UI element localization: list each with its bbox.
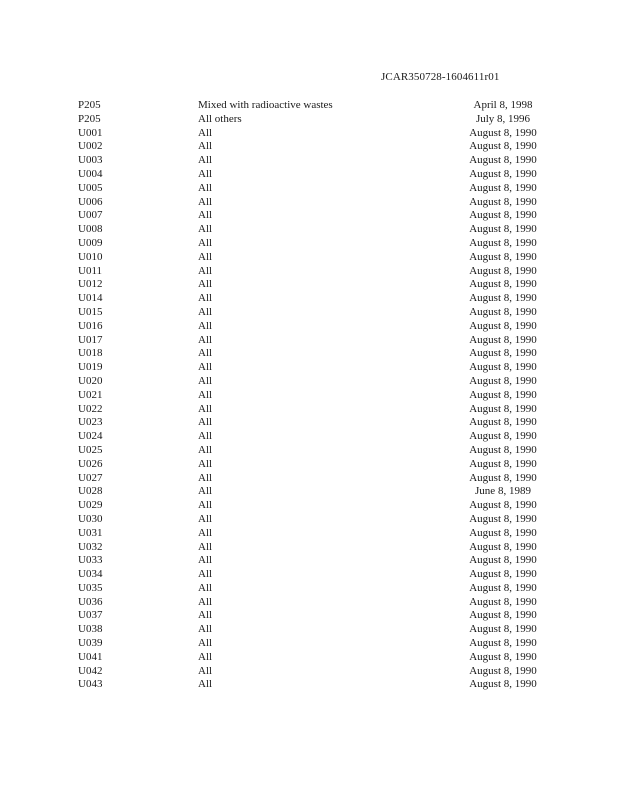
table-row xyxy=(0,541,621,555)
table-row xyxy=(0,154,621,168)
table-row xyxy=(0,334,621,348)
effective-date: August 8, 1990 xyxy=(469,347,537,360)
table-row xyxy=(0,485,621,499)
waste-description: All xyxy=(198,388,213,401)
table-row xyxy=(0,99,621,113)
effective-date: August 8, 1990 xyxy=(469,568,537,581)
waste-code: U008 xyxy=(78,223,103,236)
waste-code: U012 xyxy=(78,278,103,291)
waste-description: All xyxy=(198,512,213,525)
waste-description: All xyxy=(198,609,213,622)
waste-code: U016 xyxy=(78,319,103,332)
waste-description: All others xyxy=(198,112,242,125)
effective-date: August 8, 1990 xyxy=(469,609,537,622)
waste-description: All xyxy=(198,554,213,567)
effective-date: August 8, 1990 xyxy=(469,650,537,663)
waste-code: U019 xyxy=(78,361,103,374)
waste-code: U014 xyxy=(78,292,103,305)
waste-code: U017 xyxy=(78,333,103,346)
waste-description: All xyxy=(198,361,213,374)
effective-date: August 8, 1990 xyxy=(469,223,537,236)
table-row xyxy=(0,513,621,527)
waste-description: All xyxy=(198,540,213,553)
effective-date: August 8, 1990 xyxy=(469,664,537,677)
effective-date: August 8, 1990 xyxy=(469,305,537,318)
waste-code: U041 xyxy=(78,650,103,663)
waste-description: All xyxy=(198,333,213,346)
table-row xyxy=(0,182,621,196)
effective-date: August 8, 1990 xyxy=(469,126,537,139)
table-row xyxy=(0,499,621,513)
waste-code: U022 xyxy=(78,402,103,415)
table-row xyxy=(0,292,621,306)
effective-date: August 8, 1990 xyxy=(469,526,537,539)
waste-description: All xyxy=(198,154,213,167)
waste-description: All xyxy=(198,457,213,470)
waste-code: U011 xyxy=(78,264,103,277)
waste-description: All xyxy=(198,347,213,360)
waste-code: U043 xyxy=(78,678,103,691)
effective-date: August 8, 1990 xyxy=(469,499,537,512)
table-row xyxy=(0,265,621,279)
waste-code: U024 xyxy=(78,430,103,443)
effective-date: August 8, 1990 xyxy=(469,430,537,443)
effective-date: August 8, 1990 xyxy=(469,181,537,194)
table-row xyxy=(0,637,621,651)
effective-date: August 8, 1990 xyxy=(469,678,537,691)
waste-description: All xyxy=(198,250,213,263)
waste-description: All xyxy=(198,140,213,153)
waste-description: All xyxy=(198,581,213,594)
waste-code: U007 xyxy=(78,209,103,222)
waste-code: U001 xyxy=(78,126,103,139)
table-row xyxy=(0,554,621,568)
waste-description: All xyxy=(198,568,213,581)
effective-date: August 8, 1990 xyxy=(469,471,537,484)
table-row xyxy=(0,527,621,541)
table-row xyxy=(0,596,621,610)
effective-date: August 8, 1990 xyxy=(469,236,537,249)
waste-code: U026 xyxy=(78,457,103,470)
effective-date: August 8, 1990 xyxy=(469,595,537,608)
effective-date: August 8, 1990 xyxy=(469,167,537,180)
waste-code: U004 xyxy=(78,167,103,180)
waste-description: All xyxy=(198,485,213,498)
effective-date: August 8, 1990 xyxy=(469,581,537,594)
table-row xyxy=(0,375,621,389)
table-row xyxy=(0,416,621,430)
table-row xyxy=(0,623,621,637)
effective-date: August 8, 1990 xyxy=(469,637,537,650)
waste-description: All xyxy=(198,264,213,277)
effective-date: August 8, 1990 xyxy=(469,512,537,525)
waste-code: U033 xyxy=(78,554,103,567)
waste-code: U023 xyxy=(78,416,103,429)
waste-description: Mixed with radioactive wastes xyxy=(198,99,333,111)
table-row xyxy=(0,320,621,334)
waste-code: U028 xyxy=(78,485,103,498)
waste-code: U003 xyxy=(78,154,103,167)
effective-date: August 8, 1990 xyxy=(469,457,537,470)
waste-code: U031 xyxy=(78,526,103,539)
waste-code: U036 xyxy=(78,595,103,608)
waste-description: All xyxy=(198,416,213,429)
waste-description: All xyxy=(198,223,213,236)
effective-date: August 8, 1990 xyxy=(469,374,537,387)
effective-date: August 8, 1990 xyxy=(469,264,537,277)
waste-code: U002 xyxy=(78,140,103,153)
waste-code: U010 xyxy=(78,250,103,263)
waste-description: All xyxy=(198,374,213,387)
waste-code: P205 xyxy=(78,112,101,125)
waste-description: All xyxy=(198,650,213,663)
table-row xyxy=(0,223,621,237)
waste-description: All xyxy=(198,195,213,208)
table-row xyxy=(0,389,621,403)
waste-code: U021 xyxy=(78,388,103,401)
effective-date: July 8, 1996 xyxy=(475,112,531,125)
waste-description: All xyxy=(198,637,213,650)
document-id: JCAR350728-1604611r01 xyxy=(381,71,500,83)
effective-date: August 8, 1990 xyxy=(469,195,537,208)
effective-date: August 8, 1990 xyxy=(469,140,537,153)
effective-date: August 8, 1990 xyxy=(469,388,537,401)
table-row xyxy=(0,140,621,154)
effective-date: August 8, 1990 xyxy=(469,361,537,374)
table-row xyxy=(0,113,621,127)
table-row xyxy=(0,251,621,265)
effective-date: August 8, 1990 xyxy=(469,250,537,263)
waste-code: U042 xyxy=(78,664,103,677)
waste-description: All xyxy=(198,595,213,608)
table-row xyxy=(0,237,621,251)
effective-date: June 8, 1989 xyxy=(475,485,531,498)
waste-code-table xyxy=(0,99,621,692)
waste-code: P205 xyxy=(78,99,101,111)
effective-date: August 8, 1990 xyxy=(469,554,537,567)
waste-code: U015 xyxy=(78,305,103,318)
waste-code: U006 xyxy=(78,195,103,208)
effective-date: August 8, 1990 xyxy=(469,333,537,346)
table-row xyxy=(0,278,621,292)
waste-description: All xyxy=(198,499,213,512)
effective-date: August 8, 1990 xyxy=(469,278,537,291)
waste-description: All xyxy=(198,181,213,194)
table-row xyxy=(0,568,621,582)
waste-description: All xyxy=(198,209,213,222)
effective-date: August 8, 1990 xyxy=(469,402,537,415)
table-row xyxy=(0,444,621,458)
waste-code: U020 xyxy=(78,374,103,387)
table-row xyxy=(0,306,621,320)
waste-description: All xyxy=(198,664,213,677)
table-row xyxy=(0,430,621,444)
waste-description: All xyxy=(198,430,213,443)
effective-date: August 8, 1990 xyxy=(469,292,537,305)
table-row xyxy=(0,168,621,182)
waste-code: U034 xyxy=(78,568,103,581)
waste-description: All xyxy=(198,678,213,691)
waste-description: All xyxy=(198,305,213,318)
waste-code: U030 xyxy=(78,512,103,525)
waste-description: All xyxy=(198,402,213,415)
table-row xyxy=(0,665,621,679)
waste-code: U018 xyxy=(78,347,103,360)
table-row xyxy=(0,196,621,210)
table-row xyxy=(0,209,621,223)
waste-code: U005 xyxy=(78,181,103,194)
waste-code: U009 xyxy=(78,236,103,249)
table-row xyxy=(0,347,621,361)
waste-code: U038 xyxy=(78,623,103,636)
waste-description: All xyxy=(198,471,213,484)
effective-date: August 8, 1990 xyxy=(469,209,537,222)
table-row xyxy=(0,609,621,623)
table-row xyxy=(0,678,621,692)
effective-date: August 8, 1990 xyxy=(469,319,537,332)
effective-date: August 8, 1990 xyxy=(469,623,537,636)
waste-code: U039 xyxy=(78,637,103,650)
effective-date: April 8, 1998 xyxy=(473,99,533,111)
effective-date: August 8, 1990 xyxy=(469,154,537,167)
waste-code: U032 xyxy=(78,540,103,553)
table-row xyxy=(0,403,621,417)
table-row xyxy=(0,582,621,596)
waste-description: All xyxy=(198,236,213,249)
table-row xyxy=(0,361,621,375)
table-row xyxy=(0,651,621,665)
waste-description: All xyxy=(198,126,213,139)
waste-code: U027 xyxy=(78,471,103,484)
waste-description: All xyxy=(198,292,213,305)
waste-code: U025 xyxy=(78,443,103,456)
waste-code: U035 xyxy=(78,581,103,594)
table-row xyxy=(0,472,621,486)
waste-description: All xyxy=(198,278,213,291)
effective-date: August 8, 1990 xyxy=(469,443,537,456)
effective-date: August 8, 1990 xyxy=(469,416,537,429)
table-row xyxy=(0,458,621,472)
table-row xyxy=(0,127,621,141)
waste-code: U037 xyxy=(78,609,103,622)
waste-description: All xyxy=(198,443,213,456)
waste-description: All xyxy=(198,319,213,332)
effective-date: August 8, 1990 xyxy=(469,540,537,553)
waste-description: All xyxy=(198,623,213,636)
waste-code: U029 xyxy=(78,499,103,512)
waste-description: All xyxy=(198,167,213,180)
waste-description: All xyxy=(198,526,213,539)
